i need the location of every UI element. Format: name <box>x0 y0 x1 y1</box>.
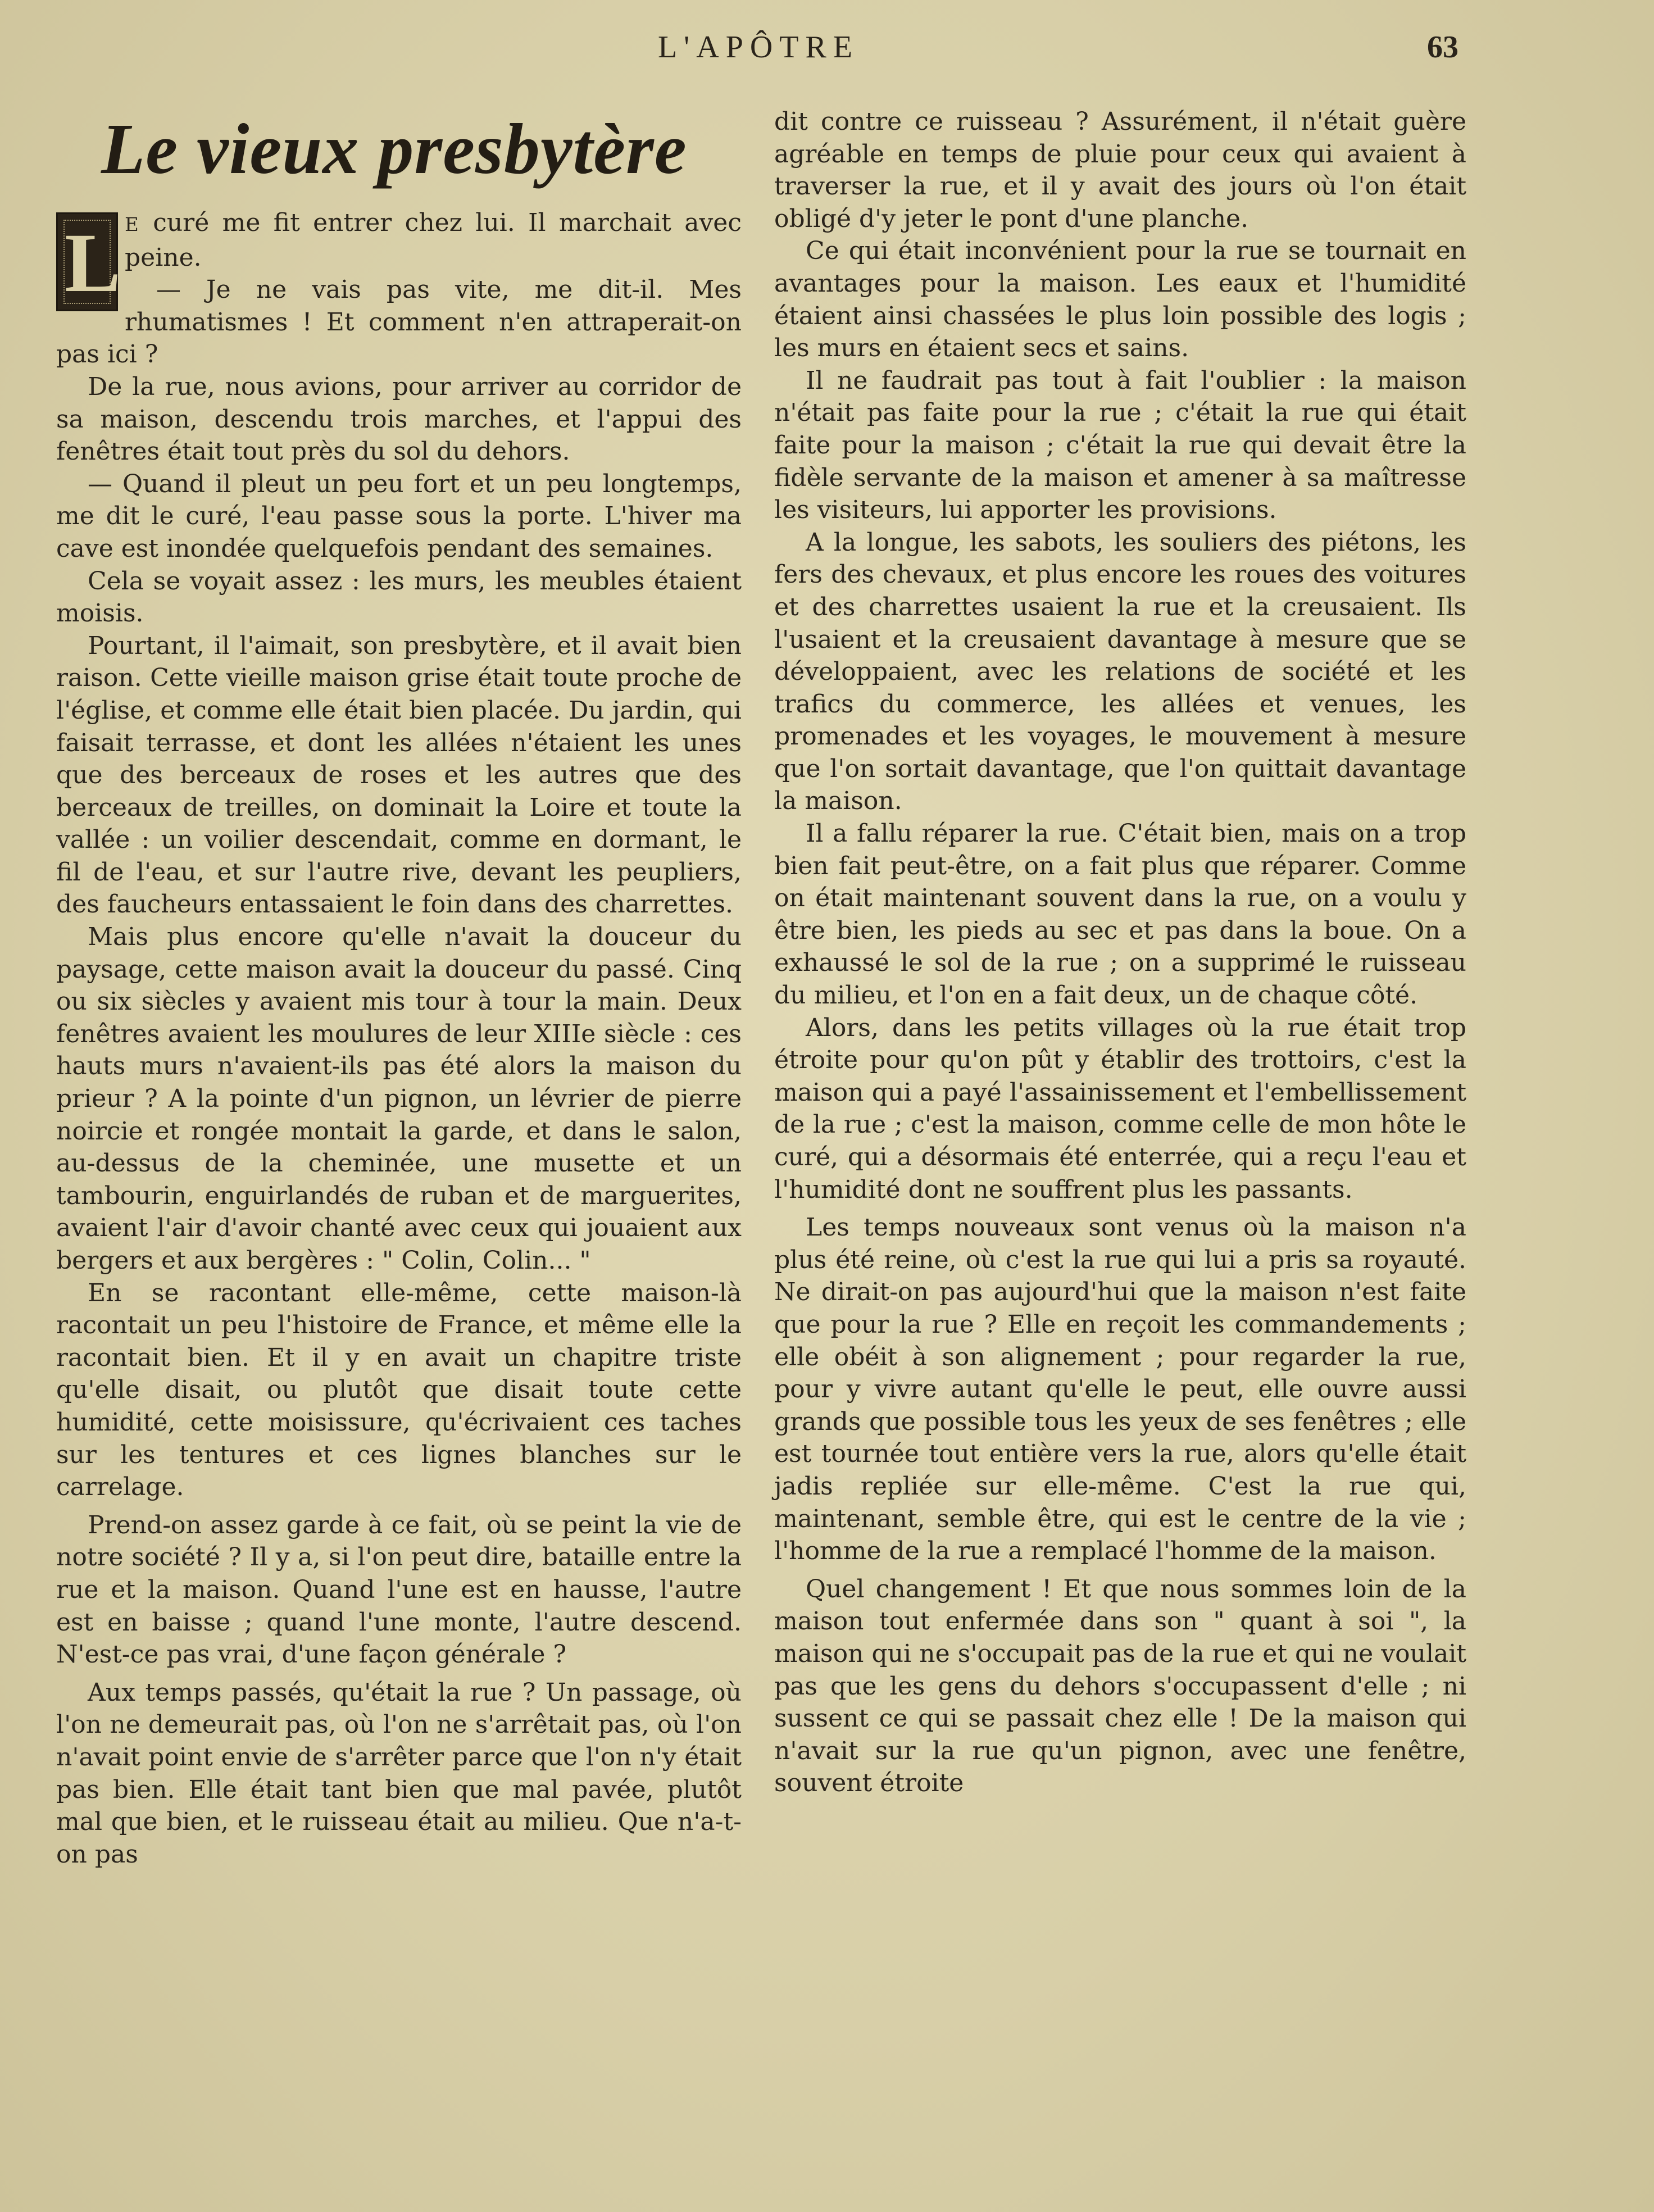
paragraph: Il a fallu réparer la rue. C'était bien, mais on a trop bien fait peut-être, on a fait plus que réparer. Comme on était maintenant souvent dans la rue, on a voulu y être bien, les pieds au sec et pas dans la boue. On a exhaussé le sol de la rue ; on a supprimé le ruisseau du milieu, et l'on en a fait deux, un de chaque côté. <box>774 819 1466 1010</box>
paragraph: — Quand il pleut un peu fort et un peu longtemps, me dit le curé, l'eau passe sous la porte. L'hiver ma cave est inondée quelquefois pendant des semaines. <box>56 469 742 563</box>
drop-cap-ornament <box>56 212 121 311</box>
paragraph: Cela se voyait assez : les murs, les meubles étaient moisis. <box>56 566 742 628</box>
running-head <box>0 29 1654 69</box>
opening-text: curé me fit entrer chez lui. Il marchait avec peine. <box>125 208 742 272</box>
opening-paragraph <box>56 207 742 310</box>
page-number: 63 <box>1427 30 1458 65</box>
paragraph: De la rue, nous avions, pour arriver au corridor de sa maison, descendu trois marches, et l'appui des fenêtres était tout près du sol du dehors. <box>56 372 742 466</box>
paragraph: Les temps nouveaux sont venus où la maison n'a plus été reine, où c'est la rue qui lui a pris sa royauté. Ne dirait-on pas aujourd'hui que la maison n'est faite que pour la rue ? Elle en reçoit les commandements ; elle obéit à son alignement ; pour regarder la rue, pour y vivre autant qu'elle le peut, elle ouvre aussi grands que possible tous les yeux de ses fenêtres ; elle est tournée tout entière vers la rue, alors qu'elle était jadis repliée sur elle-même. C'est la rue qui, maintenant, semble être, qui est le centre de la vie ; l'homme de la rue a remplacé l'homme de la maison. <box>774 1213 1466 1566</box>
paragraph: — Je ne vais pas vite, me dit-il. Mes rhumatismes ! Et comment n'en attraperait-on pas ici ? <box>56 275 742 369</box>
drop-cap-letter: L <box>65 216 121 310</box>
paragraph: En se racontant elle-même, cette maison-là racontait un peu l'histoire de France, et même elle la racontait bien. Et il y en avait un chapitre triste qu'elle disait, ou plutôt que disait toute cette humidité, cette moisissure, qu'écrivaient ces taches sur les tentures et ces lignes blanches sur le carrelage. <box>56 1278 742 1502</box>
paragraph: Alors, dans les petits villages où la rue était trop étroite pour qu'on pût y établir des trottoirs, c'est la maison qui a payé l'assainissement et l'embellissement de la rue ; c'est la maison, comme celle de mon hôte le curé, qui a désormais été enterrée, qui a reçu l'eau et l'humidité dont ne souffrent plus les passants. <box>774 1013 1466 1204</box>
paragraph: A la longue, les sabots, les souliers des piétons, les fers des chevaux, et plus encore les roues des voitures et des charrettes usaient la rue et la creusaient. Ils l'usaient et la creusaient davantage à mesure que se développaient, avec les relations de société et les trafics du commerce, les allées et venues, les promenades et les voyages, le mouvement à mesure que l'on sortait davantage, que l'on quittait davantage la maison. <box>774 528 1466 816</box>
left-column <box>56 107 742 1870</box>
continued-paragraph: dit contre ce ruisseau ? Assurément, il n'était guère agréable en temps de pluie pour ceux qui avaient à traverser la rue, et il y avait des jours où l'on était obligé d'y jeter le pont d'une planche. <box>774 107 1466 233</box>
paragraph: Il ne faudrait pas tout à fait l'oublier : la maison n'était pas faite pour la rue ; c'était la rue qui était faite pour la maison ; c'était la rue qui devait être la fidèle servante de la maison et amener à sa maîtresse les visiteurs, lui apporter les provisions. <box>774 366 1466 525</box>
paragraph: Mais plus encore qu'elle n'avait la douceur du paysage, cette maison avait la douceur du passé. Cinq ou six siècles y avaient mis tour à tour la main. Deux fenêtres avaient les moulures de leur XIIIe siècle : ces hauts murs n'avaient-ils pas été alors la maison du prieur ? A la pointe d'un pignon, un lévrier de pierre noircie et rongée montait la garde, et dans le salon, au-dessus de la cheminée, une musette et un tambourin, enguirlandés de ruban et de marguerites, avaient l'air d'avoir chanté avec ceux qui jouaient aux bergers et aux bergères : " Colin, Colin... " <box>56 923 742 1275</box>
paragraph: Prend-on assez garde à ce fait, où se peint la vie de notre société ? Il y a, si l'on peut dire, bataille entre la rue et la maison. Quand l'une est en hausse, l'autre est en baisse ; quand l'une monte, l'autre descend. N'est-ce pas vrai, d'une façon générale ? <box>56 1510 742 1669</box>
paragraph: Quel changement ! Et que nous sommes loin de la maison tout enfermée dans son " quant à soi ", la maison qui ne s'occupait pas de la rue et qui ne voulait pas que les gens du dehors s'occupassent d'elle ; ni sussent ce qui se passait chez elle ! De la maison qui n'avait sur la rue qu'un pignon, avec une fenêtre, souvent étroite <box>774 1574 1466 1798</box>
paragraph: Pourtant, il l'aimait, son presbytère, et il avait bien raison. Cette vieille maison grise était toute proche de l'église, et comme elle était bien placée. Du jardin, qui faisait terrasse, et dont les allées n'étaient les unes que des berceaux de roses et les autres que des berceaux de treilles, on dominait la Loire et toute la vallée : un voilier descendait, comme en dormant, le fil de l'eau, et sur l'autre rive, devant les peupliers, des faucheurs entassaient le foin dans des charrettes. <box>56 631 742 919</box>
paragraph: Ce qui était inconvénient pour la rue se tournait en avantages pour la maison. Les eaux et l'humidité étaient ainsi chassées le plus loin possible des logis ; les murs en étaient secs et sains. <box>774 237 1466 363</box>
article-title: Le vieux presbytère <box>101 109 687 189</box>
right-column <box>774 106 1466 1800</box>
paragraph: Aux temps passés, qu'était la rue ? Un passage, où l'on ne demeurait pas, où l'on ne s'arrêtait pas, où l'on n'avait point envie de s'arrêter parce que l'on n'y était pas bien. Elle était tant bien que mal pavée, plutôt mal que bien, et le ruisseau était au milieu. Que n'a-t-on pas <box>56 1678 742 1869</box>
running-title: L'APÔTRE <box>657 30 860 65</box>
first-word-rest: E <box>125 214 140 236</box>
